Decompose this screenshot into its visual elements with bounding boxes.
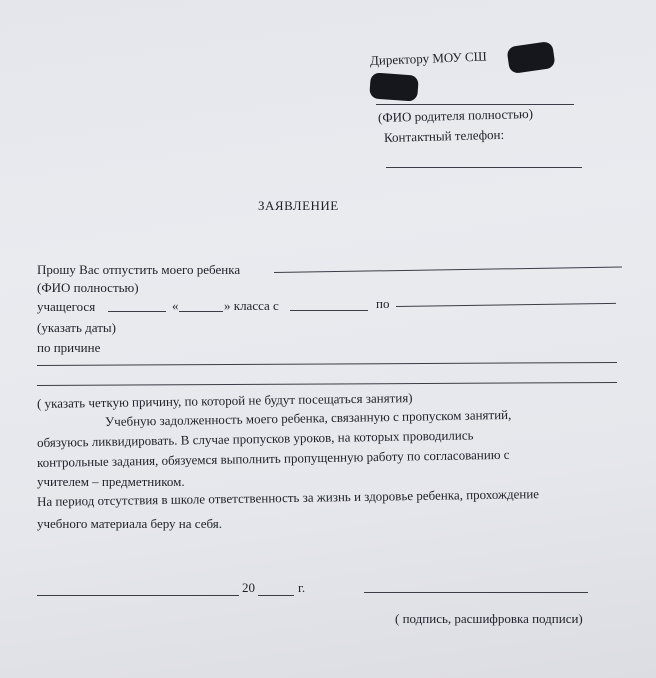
reason-underline-1 xyxy=(37,362,617,366)
date-underline xyxy=(37,595,239,596)
debt-paragraph-line-2: обязуюсь ликвидировать. В случае пропусков уроков, на которых проводились xyxy=(36,427,474,450)
grade-letter-underline xyxy=(179,311,223,312)
dates-hint: (указать даты) xyxy=(37,320,116,335)
parent-fio-hint: (ФИО родителя полностью) xyxy=(377,105,534,125)
reason-label: по причине xyxy=(37,340,101,355)
phone-label: Контактный телефон: xyxy=(383,126,505,145)
request-text: Прошу Вас отпустить моего ребенка xyxy=(37,262,241,277)
document-title: ЗАЯВЛЕНИЕ xyxy=(258,198,339,213)
quote-open: « xyxy=(172,298,179,313)
class-from-label: » класса с xyxy=(224,298,279,313)
child-name-underline xyxy=(274,267,622,273)
parent-name-underline xyxy=(376,104,574,105)
year-underline xyxy=(258,595,294,596)
grade-number-underline xyxy=(108,311,166,312)
signature-underline xyxy=(364,592,588,593)
debt-paragraph-line-4: учителем – предметником. xyxy=(37,474,185,489)
year-suffix: г. xyxy=(298,580,306,595)
reason-underline-2 xyxy=(37,382,617,386)
addressee-line: Директору МОУ СШ xyxy=(369,48,487,68)
date-to-underline xyxy=(396,303,616,307)
redaction-blot xyxy=(506,41,555,74)
debt-paragraph-line-1: Учебную задолженность моего ребенка, связанную с пропуском занятий, xyxy=(104,406,512,429)
to-label: по xyxy=(376,296,390,311)
responsibility-paragraph-line-1: На период отсутствия в школе ответственность за жизнь и здоровье ребенка, прохождение xyxy=(36,486,540,509)
year-prefix: 20 xyxy=(242,580,255,595)
responsibility-paragraph-line-2: учебного материала беру на себя. xyxy=(37,516,222,531)
reason-hint: ( указать четкую причину, по которой не будут посещаться занятия) xyxy=(36,390,413,411)
child-fio-hint: (ФИО полностью) xyxy=(37,280,139,295)
date-from-underline xyxy=(290,310,368,311)
phone-underline xyxy=(386,167,582,168)
redaction-blot xyxy=(369,72,419,101)
debt-paragraph-line-3: контрольные задания, обязуемся выполнить пропущенную работу по согласованию с xyxy=(36,446,510,470)
signature-hint: ( подпись, расшифровка подписи) xyxy=(395,611,583,626)
student-label: учащегося xyxy=(37,299,96,314)
